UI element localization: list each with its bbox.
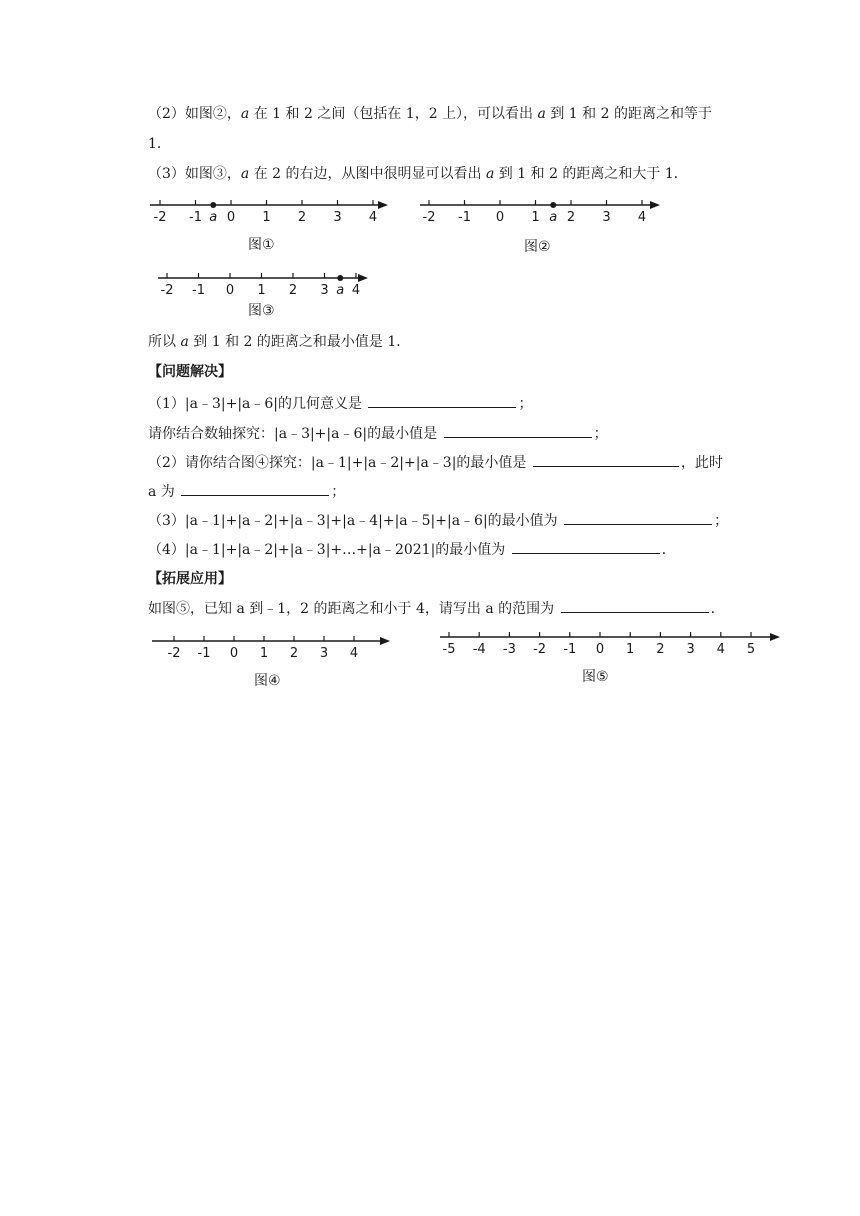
tick-label: 4	[637, 210, 647, 225]
fig3-label: 图③	[248, 303, 275, 319]
conclusion-text-1: 所以	[148, 334, 181, 350]
q3-answer-blank[interactable]	[564, 510, 712, 525]
question-3	[148, 510, 728, 531]
axis-arrow	[380, 637, 390, 645]
tick-label: 2	[656, 642, 665, 657]
paragraph-2	[148, 104, 712, 124]
q2-cont-text: a 为	[148, 484, 175, 500]
tick-label: 2	[566, 210, 576, 225]
tick-label: 4	[716, 642, 725, 657]
point-a-label: a	[549, 210, 558, 225]
q3-end: ；	[714, 513, 729, 529]
tick-label: 0	[225, 283, 235, 298]
question-4	[148, 539, 676, 560]
tick-label: -1	[192, 283, 205, 298]
tick-label: -2	[160, 283, 174, 298]
tick-label: 1	[262, 210, 271, 225]
tick-label: -2	[533, 642, 547, 657]
section-extension: 【拓展应用】	[148, 571, 232, 587]
q1b-end: ；	[593, 426, 608, 442]
p3-var-1: a	[240, 166, 250, 182]
point-a-dot	[550, 202, 556, 208]
fig4-label: 图④	[254, 673, 281, 689]
p2-text-1: （2）如图②，	[148, 106, 241, 122]
fig1-label: 图①	[248, 237, 275, 253]
tick-label: -1	[458, 210, 471, 225]
point-a-dot	[337, 275, 343, 281]
tick-label: 3	[333, 210, 342, 225]
number-line-fig2	[420, 194, 660, 234]
p2-var-2: a	[537, 106, 546, 122]
axis-arrow	[770, 633, 780, 641]
p3-text-1: （3）如图③，	[148, 166, 241, 182]
tick-label: -2	[167, 646, 181, 661]
q1b-answer-blank[interactable]	[444, 423, 592, 438]
tick-label: 1	[257, 283, 266, 298]
paragraph-2-cont: 1．	[148, 136, 171, 152]
conclusion-var: a	[180, 334, 189, 350]
tick-label: 1	[531, 210, 540, 225]
tick-label: -4	[472, 642, 486, 657]
ext-end: ．	[710, 601, 725, 617]
q4-answer-blank[interactable]	[512, 539, 660, 554]
tick-label: 0	[229, 646, 239, 661]
p3-text-3: 到 1 和 2 的距离之和大于 1．	[494, 166, 688, 182]
ext-text: 如图⑤，已知 a 到﹣1，2 的距离之和小于 4，请写出 a 的范围为	[148, 601, 555, 617]
conclusion	[148, 332, 410, 352]
question-extension	[148, 598, 725, 619]
tick-label: 3	[686, 642, 695, 657]
p3-var-2: a	[486, 166, 495, 182]
tick-label: 3	[602, 210, 611, 225]
p3-text-2: 在 2 的右边，从图中很明显可以看出	[249, 166, 486, 182]
section-problem-solving: 【问题解决】	[148, 364, 232, 380]
point-a-dot	[210, 202, 216, 208]
q1a-end: ；	[518, 396, 533, 412]
point-a-label: a	[209, 210, 218, 225]
q4-text: （4）|a﹣1|+|a﹣2|+|a﹣3|+…+|a﹣2021|的最小值为	[148, 542, 506, 558]
q2-cont-end: ；	[331, 484, 346, 500]
q2-text: （2）请你结合图④探究：|a﹣1|+|a﹣2|+|a﹣3|的最小值是	[148, 455, 527, 471]
ext-answer-blank[interactable]	[561, 598, 709, 613]
tick-label: 4	[351, 283, 361, 298]
p2-text-3: 到 1 和 2 的距离之和等于	[545, 106, 712, 122]
tick-label: 0	[495, 210, 505, 225]
tick-label: 4	[349, 646, 359, 661]
number-line-fig5	[440, 626, 785, 666]
point-a-label: a	[336, 283, 345, 298]
tick-label: 4	[368, 210, 378, 225]
tick-label: -1	[563, 642, 577, 657]
tick-label: 1	[626, 642, 635, 657]
axis-arrow	[378, 201, 388, 209]
fig2-label: 图②	[524, 239, 551, 255]
tick-label: -1	[197, 646, 211, 661]
axis-arrow	[358, 274, 368, 282]
tick-label: 0	[226, 210, 236, 225]
q2-end: ，此时	[680, 455, 723, 471]
tick-label: -2	[153, 210, 167, 225]
q3-text: （3）|a﹣1|+|a﹣2|+|a﹣3|+|a﹣4|+|a﹣5|+|a﹣6|的最小值为	[148, 513, 558, 529]
tick-label: 2	[288, 283, 298, 298]
q1a-answer-blank[interactable]	[368, 393, 516, 408]
tick-label: -3	[502, 642, 516, 657]
tick-label: 2	[289, 646, 299, 661]
question-1b	[148, 423, 608, 444]
question-2	[148, 452, 723, 473]
conclusion-text-2: 到 1 和 2 的距离之和最小值是 1．	[188, 334, 411, 350]
number-line-fig1	[150, 194, 390, 234]
axis-arrow	[650, 201, 660, 209]
tick-label: 1	[259, 646, 269, 661]
p2-text-2: 在 1 和 2 之间（包括在 1，2 上），可以看出	[249, 106, 538, 122]
q2-answer-blank[interactable]	[533, 452, 679, 467]
q1a-text: （1）|a﹣3|+|a﹣6|的几何意义是	[148, 396, 363, 412]
tick-label: 0	[595, 642, 605, 657]
q1b-text: 请你结合数轴探究：|a﹣3|+|a﹣6|的最小值是	[148, 426, 438, 442]
tick-label: -2	[422, 210, 436, 225]
tick-label: 5	[746, 642, 756, 657]
question-1a	[148, 393, 532, 414]
tick-label: 3	[320, 283, 329, 298]
p2-var-1: a	[240, 106, 250, 122]
q4-end: ．	[661, 542, 676, 558]
q2-a-answer-blank[interactable]	[181, 481, 329, 496]
tick-label: 3	[319, 646, 329, 661]
question-2-cont	[148, 481, 345, 502]
tick-label: -5	[442, 642, 456, 657]
fig5-label: 图⑤	[582, 669, 609, 685]
tick-label: -1	[189, 210, 202, 225]
number-line-fig4	[152, 628, 392, 668]
paragraph-3	[148, 164, 688, 184]
tick-label: 2	[297, 210, 307, 225]
